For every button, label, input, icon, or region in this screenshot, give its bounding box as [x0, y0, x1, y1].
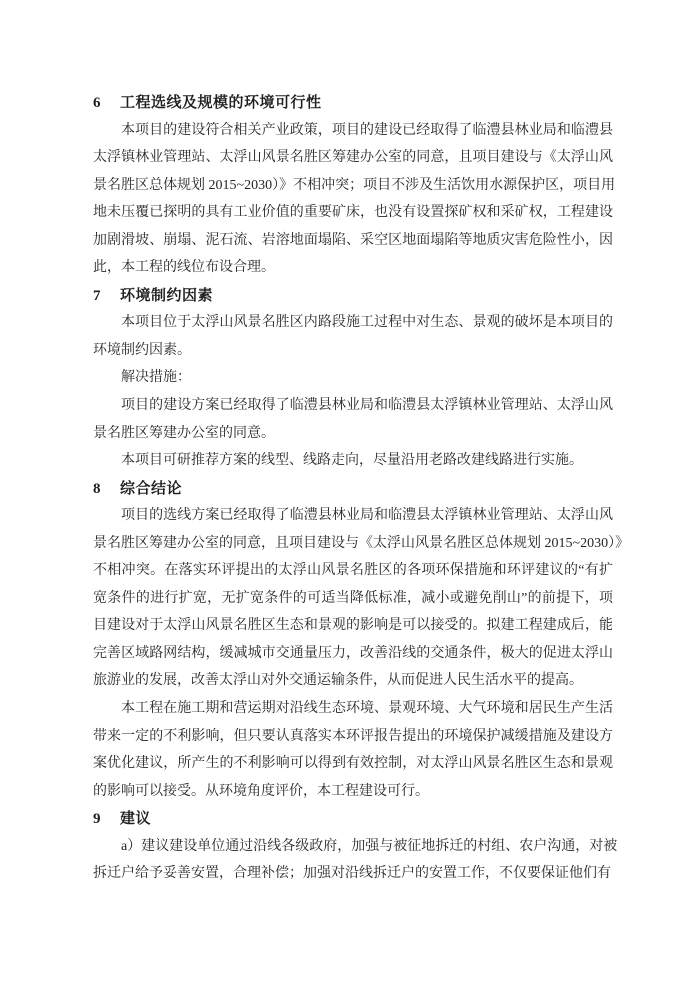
section-title: 工程选线及规模的环境可行性	[120, 94, 322, 111]
text-line: 项目的选线方案已经取得了临澧县林业局和临澧县太浮镇林业管理站、太浮山风	[121, 508, 613, 524]
section-heading	[93, 89, 613, 117]
text-line: 解决措施：	[121, 370, 191, 386]
text-line: 本工程在施工期和营运期对沿线生态环境、景观环境、大气环境和居民生产生活	[121, 701, 613, 717]
paragraph	[93, 447, 613, 475]
paragraph	[93, 309, 613, 364]
text-line: 此，本工程的线位布设合理。	[93, 260, 275, 276]
text-line: 的影响可以接受。从环境角度评价，本工程建设可行。	[93, 783, 429, 799]
text-line: 太浮镇林业管理站、太浮山风景名胜区筹建办公室的同意，且项目建设与《太浮山风	[93, 150, 613, 166]
text-line: 本项目位于太浮山风景名胜区内路段施工过程中对生态、景观的破坏是本项目的	[121, 315, 613, 331]
text-line: 本项目可研推荐方案的线型、线路走向，尽量沿用老路改建线路进行实施。	[121, 453, 583, 469]
text-line: a）建议建设单位通过沿线各级政府，加强与被征地拆迁的村组、农户沟通，对被	[121, 838, 618, 854]
document-content	[93, 89, 630, 888]
paragraph	[93, 695, 613, 805]
text-line: 景名胜区筹建办公室的同意。	[93, 425, 275, 441]
paragraph	[93, 364, 613, 392]
paragraph	[93, 502, 630, 695]
section-heading	[93, 282, 613, 310]
section-paragraphs	[93, 117, 616, 282]
section-number: 8	[93, 480, 101, 497]
paragraph	[93, 833, 618, 888]
text-line: 目建设对于太浮山风景名胜区生态和景观的影响是可以接受的。拟建工程建成后，能	[93, 618, 613, 634]
text-line: 环境制约因素。	[93, 342, 191, 358]
text-line: 完善区域路网结构，缓减城市交通量压力，改善沿线的交通条件，极大的促进太浮山	[93, 645, 613, 661]
document-section	[93, 475, 630, 806]
section-title: 建议	[120, 810, 152, 828]
text-line: 宽条件的进行扩宽，无扩宽条件的可适当降低标准，减小或避免削山”的前提下，项	[93, 590, 613, 606]
text-line: 案优化建议，所产生的不利影响可以得到有效控制，对太浮山风景名胜区生态和景观	[93, 756, 613, 772]
document-section	[93, 89, 616, 282]
text-line: 景名胜区总体规划 2015~2030）》不相冲突；项目不涉及生活饮用水源保护区，项目用	[93, 177, 616, 193]
section-paragraphs	[93, 833, 618, 888]
section-paragraphs	[93, 309, 613, 474]
section-paragraphs	[93, 502, 630, 805]
document-section	[93, 805, 618, 888]
section-number: 7	[93, 287, 101, 304]
section-heading	[93, 475, 613, 503]
section-number: 9	[93, 811, 101, 828]
text-line: 景名胜区筹建办公室的同意，且项目建设与《太浮山风景名胜区总体规划 2015~2030）》	[93, 535, 630, 551]
text-line: 不相冲突。在落实环评提出的太浮山风景名胜区的各项环保措施和环评建议的“有扩	[93, 563, 613, 579]
paragraph	[93, 392, 613, 447]
section-number: 6	[93, 95, 101, 111]
section-heading	[93, 805, 613, 833]
section-title: 环境制约因素	[120, 286, 214, 304]
document-section	[93, 282, 613, 475]
text-line: 加剧滑坡、崩塌、泥石流、岩溶地面塌陷、采空区地面塌陷等地质灾害危险性小，因	[93, 232, 613, 248]
text-line: 旅游业的发展，改善太浮山对外交通运输条件，从而促进人民生活水平的提高。	[93, 673, 583, 689]
text-line: 拆迁户给予妥善安置，合理补偿；加强对沿线拆迁户的安置工作，不仅要保证他们有	[93, 866, 611, 882]
paragraph	[93, 117, 616, 282]
text-line: 项目的建设方案已经取得了临澧县林业局和临澧县太浮镇林业管理站、太浮山风	[121, 398, 613, 414]
section-title: 综合结论	[120, 479, 183, 497]
text-line: 本项目的建设符合相关产业政策，项目的建设已经取得了临澧县林业局和临澧县	[121, 122, 613, 138]
text-line: 带来一定的不利影响，但只要认真落实本环评报告提出的环境保护减缓措施及建设方	[93, 728, 613, 744]
text-line: 地未压覆已探明的具有工业价值的重要矿床，也没有设置探矿权和采矿权，工程建设	[93, 205, 613, 221]
